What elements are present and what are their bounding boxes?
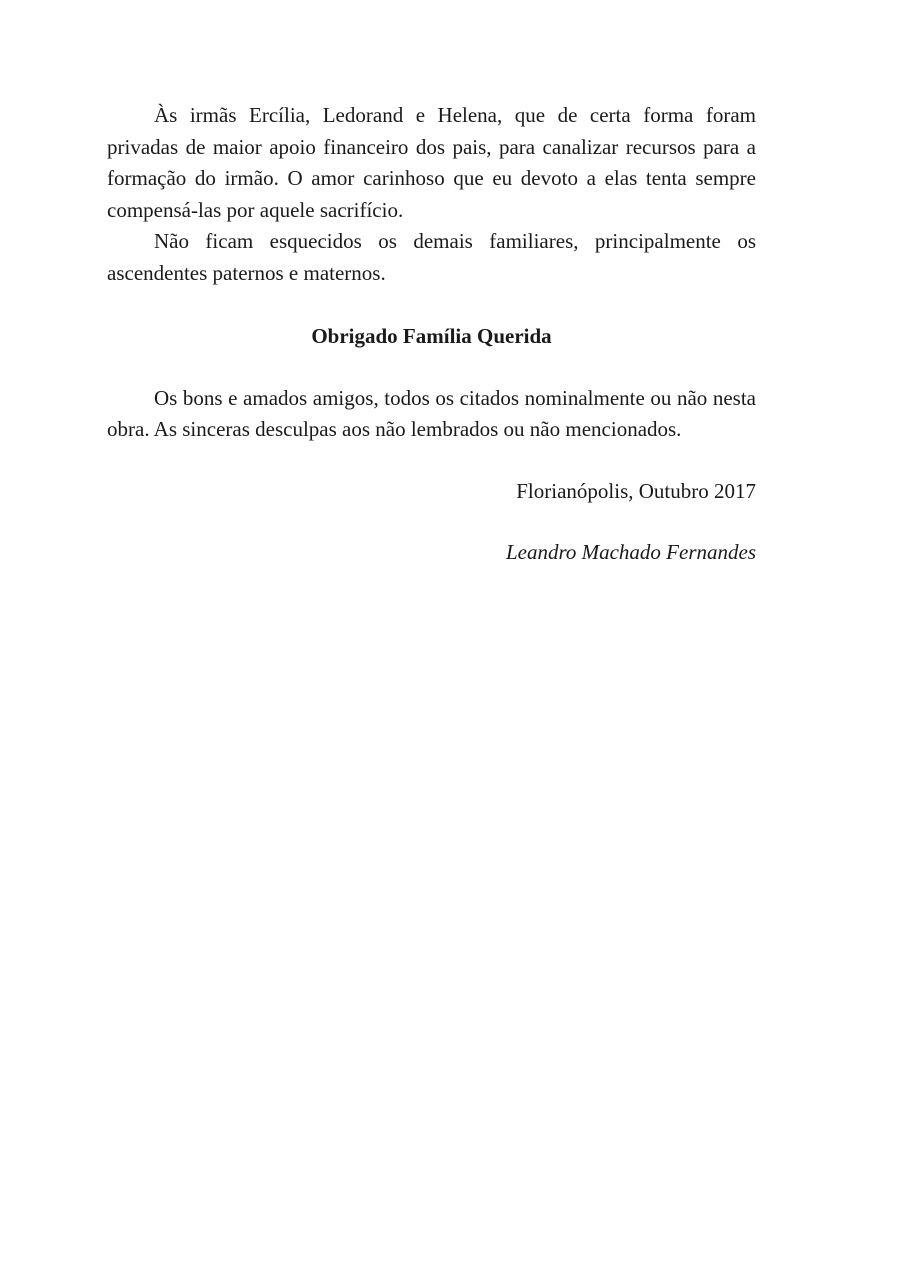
- document-page: [107, 100, 756, 569]
- paragraph-friends: Os bons e amados amigos, todos os citados nominalmente ou não nesta obra. As sinceras desculpas aos não lembrados ou não mencionados.: [107, 385, 756, 441]
- paragraph-sisters: Às irmãs Ercília, Ledorand e Helena, que de certa forma foram privadas de maior apoio financeiro dos pais, para canalizar recursos para a formação do irmão. O amor carinhoso que eu devoto a elas tenta sempre compensá-las por aquele sacrifício.: [107, 103, 756, 222]
- author-signature: Leandro Machado Fernandes: [505, 540, 756, 564]
- paragraph-family: Não ficam esquecidos os demais familiares, principalmente os ascendentes paternos e maternos.: [107, 229, 756, 285]
- place-date: Florianópolis, Outubro 2017: [516, 478, 756, 503]
- section-heading: Obrigado Família Querida: [311, 324, 552, 348]
